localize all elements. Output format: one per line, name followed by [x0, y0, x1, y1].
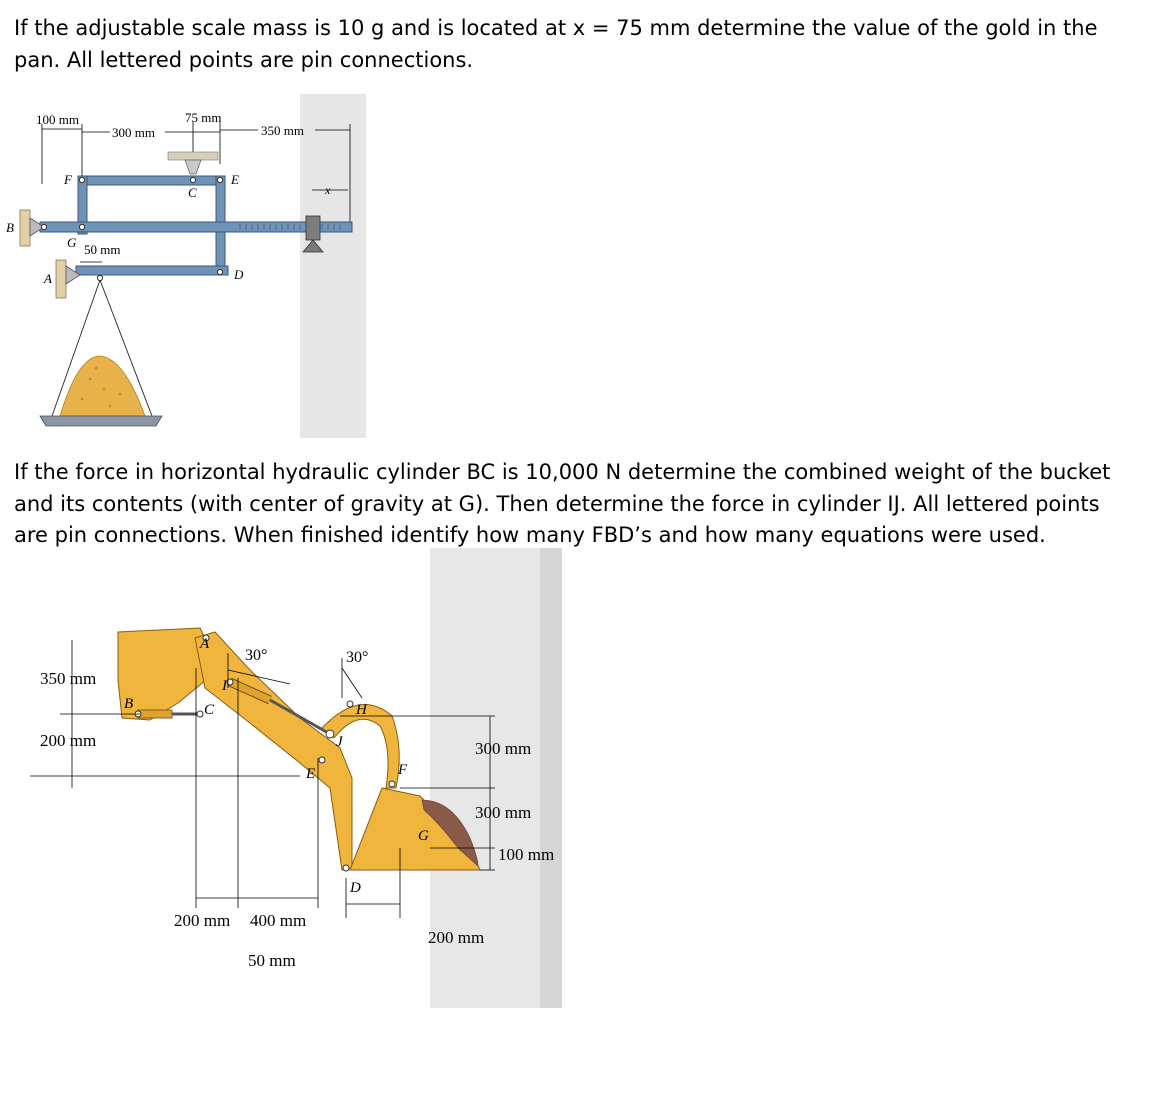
svg-text:F: F: [64, 172, 72, 187]
scale-figure: [0, 94, 370, 438]
scale-pan: [40, 416, 162, 426]
dim-x: x: [325, 183, 331, 197]
svg-text:G: G: [418, 828, 429, 844]
dim-100mm: 100 mm: [498, 845, 555, 864]
dim-300mm-a: 300 mm: [475, 739, 532, 758]
dim-200mm-bottom: 200 mm: [174, 911, 231, 930]
svg-text:B: B: [124, 696, 134, 712]
dim-300mm-b: 300 mm: [475, 803, 532, 822]
dim-50mm: 50 mm: [248, 951, 296, 970]
svg-text:D: D: [350, 880, 361, 896]
dim-350mm: 350 mm: [261, 123, 304, 138]
svg-text:B: B: [6, 220, 14, 235]
svg-text:G: G: [67, 235, 77, 250]
svg-text:C: C: [204, 702, 215, 718]
dim-350mm: 350 mm: [40, 669, 97, 688]
problem-2-text: If the force in horizontal hydraulic cylinder BC is 10,000 N determine the combined weight of the bucket and its contents (with center of gravity at G). Then determine the force in cylinder IJ. All lettered points are pin connections. When finished identify how many FBD’s and how many equations were used.: [14, 460, 1111, 547]
page-shadow: [300, 94, 366, 438]
dim-400mm: 400 mm: [250, 911, 307, 930]
dim-50mm: 50 mm: [84, 242, 121, 257]
problem-1-text: If the adjustable scale mass is 10 g and is located at x = 75 mm determine the value of the gold in the pan. All lettered points are pin connections.: [14, 16, 1098, 72]
loader-figure: [0, 548, 566, 1008]
svg-text:C: C: [188, 185, 197, 200]
dim-300mm: 300 mm: [112, 125, 155, 140]
svg-text:D: D: [234, 267, 244, 282]
svg-text:E: E: [306, 766, 316, 782]
svg-text:E: E: [231, 172, 239, 187]
svg-text:F: F: [398, 762, 408, 778]
svg-text:A: A: [200, 636, 210, 652]
dim-100mm: 100 mm: [36, 112, 79, 127]
dim-angle-2: 30°: [346, 649, 369, 666]
dim-angle-1: 30°: [245, 647, 268, 664]
svg-text:J: J: [336, 734, 343, 750]
svg-text:H: H: [356, 702, 367, 718]
dim-200mm-right: 200 mm: [428, 928, 485, 947]
dim-200mm-left: 200 mm: [40, 731, 97, 750]
svg-text:I: I: [222, 678, 227, 694]
svg-text:A: A: [44, 271, 52, 286]
dim-75mm: 75 mm: [185, 110, 222, 125]
